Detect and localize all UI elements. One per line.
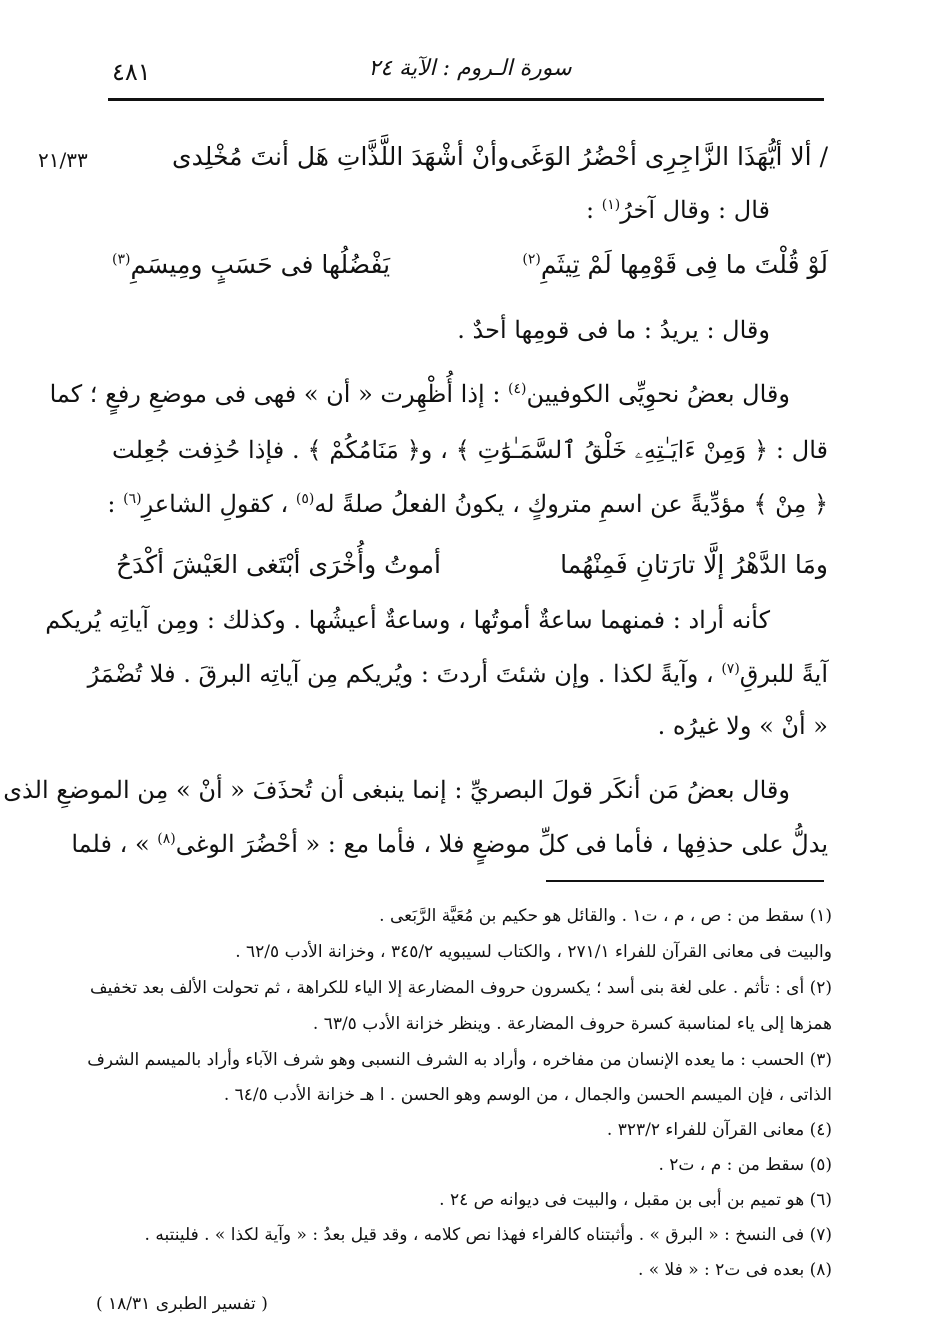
footnote-7: (٧) فى النسخ : « البرق » . وأثبتناه كالفراء فهذا نص كلامه ، وقد قيل بعدُ : « وآية لكذا » . فلينتبه . [144, 1225, 832, 1245]
footnote-4: (٤) معانى القرآن للفراء ٣٢٣/٢ . [606, 1120, 832, 1140]
footnote-8: (٨) بعده فى ت٢ : « فلا » . [637, 1260, 832, 1280]
footnote-2: (٢) أى : تأثم . على لغة بنى أسد ؛ يكسرون حروف المضارعة إلا الياء للكراهة ، ثم تحولت الألف بعد تخفيف [90, 978, 832, 998]
verse-2-second-text: يَفْضُلُها فى حَسَبٍ ومِيسَمِ [130, 250, 391, 279]
text-line-qala-akhar [112, 196, 770, 224]
footnote-3-continued: الذاتى ، فإن الميسم الحسن والجمال ، من الوسم وهو الحسن . ا هـ خزانة الأدب ٦٤/٥ . [223, 1085, 832, 1105]
para-2-line-1: كأنه أراد : فمنهما ساعةٌ أموتُها ، وساعةٌ أعيشُها . وكذلك : ومِن آياتِه يُريكم [45, 606, 770, 634]
para-1-line-3-c: : [107, 490, 124, 518]
running-title: سورة الـروم : الآية ٢٤ [368, 56, 572, 81]
footnote-marker-2: (٢) [522, 251, 541, 268]
para-3-line-2-b: » ، فلما [71, 830, 158, 858]
footnote-marker-5: (٥) [295, 491, 315, 507]
para-3-line-1: وقال بعضُ مَن أنكَر قولَ البصريِّ : إنما ينبغى أن تُحذَفَ « أنْ » مِن الموضعِ الذى [3, 776, 790, 804]
footnote-1-continued: والبيت فى معانى القرآن للفراء ٢٧١/١ ، والكتاب لسيبويه ٣٤٥/٢ ، وخزانة الأدب ٦٢/٥ . [235, 942, 832, 962]
footnote-marker-4: (٤) [508, 381, 527, 397]
text-line-yurid: وقال : يريدُ : ما فى قومِها أحدٌ . [457, 316, 770, 344]
para-1-line-3-a: ﴿ مِنْ ﴾ مؤدِّيةً عن اسمِ متروكٍ ، يكونُ الفعلُ صلةً له [314, 490, 828, 518]
footnote-marker-6: (٦) [123, 491, 142, 507]
header-rule [108, 98, 824, 101]
verse-2-first-text: لَوْ قُلْتَ ما فِى قَوْمِها لَمْ تِيثَمِ [540, 250, 828, 279]
footnote-marker-8: (٨) [157, 831, 176, 847]
footnote-marker-3: (٣) [112, 251, 131, 268]
qala-akhar-text: قال : وقال آخرُ [620, 196, 770, 224]
para-1-line-1-a: وقال بعضُ نحوِيِّى الكوفيين [526, 380, 790, 408]
para-3-line-2-a: يدلُّ على حذفِها ، فأما فى كلِّ موضعٍ فلا ، فأما مع : « أحْضُرَ الوغى [175, 830, 828, 858]
footnote-marker-1: (١) [601, 197, 621, 213]
para-2-line-2 [87, 660, 828, 688]
footnote-rule [546, 880, 824, 882]
footnote-1: (١) سقط من : ص ، م ، ت١ . والقائل هو حكيم بن مُعَيَّة الرَّبَعى . [379, 906, 832, 926]
footnote-6: (٦) هو تميم بن أبى بن مقبل ، والبيت فى ديوانه ص ٢٤ . [439, 1190, 832, 1210]
footnote-2-continued: همزها إلى ياء لمناسبة كسرة حروف المضارعة . وينظر خزانة الأدب ٦٣/٥ . [312, 1014, 832, 1034]
verse-2-first-hemistich [522, 250, 828, 279]
verse-1-second-hemistich: وأنْ أشْهَدَ اللَّذَّاتِ هَل أنتَ مُخْلِدى [172, 142, 510, 171]
para-1-line-1 [49, 380, 790, 408]
verse-3-first-hemistich: ومَا الدَّهْرُ إلَّا تارَتانِ فَمِنْهُما [560, 550, 828, 579]
footnote-marker-7: (٧) [721, 661, 740, 677]
para-1-line-3 [107, 490, 828, 518]
verse-1-first-hemistich: / ألا أيُّهَذَا الزَّاجِرِى أحْضُرُ الوَغَى [509, 142, 828, 171]
verse-2-second-hemistich [112, 250, 390, 279]
colon: : [586, 196, 602, 224]
footnote-5: (٥) سقط من : م ، ت٢ . [658, 1155, 832, 1175]
verse-3-second-hemistich: أموتُ وأُخْرَى أبْتَغى العَيْشَ أكْدَحُ [116, 550, 441, 579]
margin-reference: ٢١/٣٣ [38, 148, 88, 172]
para-2-line-2-b: ، وآيةً لكذا . وإن شئتَ أردتَ : ويُريكم مِن آياتِه البرقَ . فلا تُضْمَرُ [87, 660, 722, 688]
para-2-line-3: « أنْ » ولا غيرُه . [657, 712, 828, 740]
bottom-reference: ( تفسير الطبرى ١٨/٣١ ) [96, 1294, 268, 1314]
para-2-line-2-a: آيةً للبرقِ [739, 660, 828, 688]
footnote-3: (٣) الحسب : ما يعده الإنسان من مفاخره ، وأراد به الشرف النسبى وهو شرف الآباء وأراد بالميسم الشرف [87, 1050, 832, 1070]
para-1-line-2: قال : ﴿ وَمِنْ ءَايَـٰتِهِۦ خَلْقُ ٱلسَّمَـٰوَٰتِ ﴾ ، و﴿ مَنَامُكُمْ ﴾ . فإذا حُذِفت جُعِلت [112, 436, 828, 464]
para-3-line-2 [71, 830, 828, 858]
para-1-line-3-b: ، كقولِ الشاعرِ [141, 490, 296, 518]
para-1-line-1-b: : إذا أُظْهِرت « أن » فهى فى موضعِ رفعٍ ؛ كما [49, 380, 509, 408]
page-number: ٤٨١ [112, 58, 151, 86]
